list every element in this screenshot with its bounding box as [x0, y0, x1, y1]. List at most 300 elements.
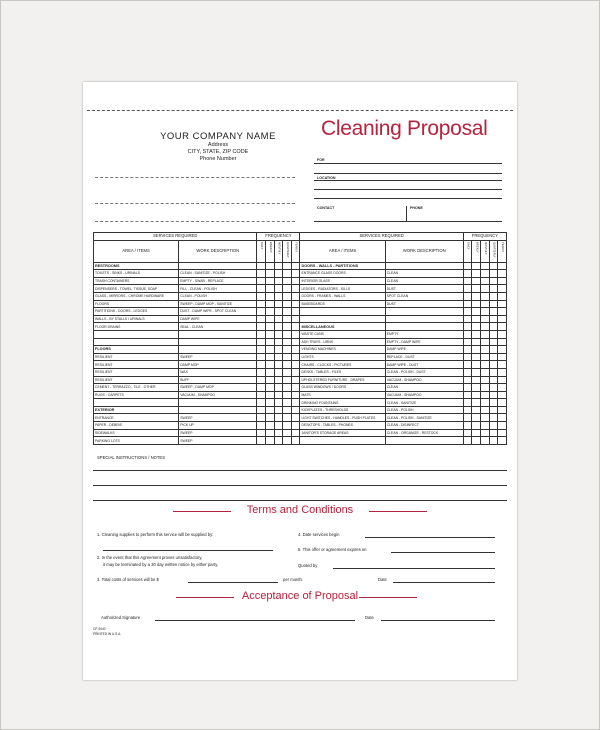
frequency-check-cell[interactable]: [463, 270, 472, 278]
frequency-check-cell[interactable]: [481, 368, 490, 376]
area-item-cell: EXTERIOR: [94, 406, 179, 414]
frequency-check-cell[interactable]: [274, 292, 283, 300]
frequency-check-cell[interactable]: [498, 353, 507, 361]
services-table: [93, 232, 507, 445]
frequency-check-cell[interactable]: [498, 376, 507, 384]
frequency-check-cell[interactable]: [481, 292, 490, 300]
acceptance-date-line[interactable]: [381, 620, 495, 621]
frequency-check-cell[interactable]: [274, 399, 283, 407]
frequency-check-cell[interactable]: [489, 399, 498, 407]
frequency-check-cell[interactable]: [489, 391, 498, 399]
signature-label: Authorized Signature: [101, 615, 141, 620]
area-item-cell: RESILIENT: [94, 368, 179, 376]
work-description-cell: CLEAN: [385, 384, 463, 392]
frequency-check-cell[interactable]: [265, 429, 274, 437]
frequency-check-cell[interactable]: [274, 384, 283, 392]
frequency-check-cell[interactable]: [291, 270, 300, 278]
location-line[interactable]: [314, 180, 502, 181]
frequency-check-cell[interactable]: [283, 270, 292, 278]
work-description-cell: SWEEP: [179, 437, 257, 445]
frequency-check-cell[interactable]: [283, 285, 292, 293]
frequency-check-cell[interactable]: [463, 330, 472, 338]
frequency-check-cell[interactable]: [463, 361, 472, 369]
frequency-check-cell[interactable]: [283, 391, 292, 399]
frequency-check-cell[interactable]: [283, 437, 292, 445]
company-block: [83, 131, 353, 163]
frequency-check-cell[interactable]: [291, 376, 300, 384]
frequency-check-cell[interactable]: [274, 346, 283, 354]
frequency-check-cell[interactable]: [265, 270, 274, 278]
area-item-cell: ASH TRAYS - URNS: [300, 338, 385, 346]
frequency-check-cell[interactable]: [274, 368, 283, 376]
area-item-cell: DESKTOPS - TABLES - PHONES: [300, 422, 385, 430]
frequency-check-cell[interactable]: [489, 422, 498, 430]
area-item-cell: GLASS - MIRRORS - CHROME HARDWARE: [94, 292, 179, 300]
frequency-check-cell[interactable]: [257, 391, 266, 399]
frequency-check-cell[interactable]: [489, 414, 498, 422]
frequency-check-cell[interactable]: [481, 376, 490, 384]
frequency-check-cell[interactable]: [472, 292, 481, 300]
frequency-check-cell[interactable]: [498, 323, 507, 331]
work-description-cell: SWEEP: [179, 429, 257, 437]
frequency-check-cell[interactable]: [472, 414, 481, 422]
terms-date-label: Date: [378, 577, 387, 582]
frequency-check-cell[interactable]: [498, 429, 507, 437]
frequency-check-cell[interactable]: [257, 414, 266, 422]
location-line-3[interactable]: [314, 198, 502, 199]
frequency-check-cell[interactable]: [265, 330, 274, 338]
frequency-check-cell[interactable]: [274, 391, 283, 399]
notes-line-3[interactable]: [93, 500, 507, 501]
work-description-cell: CLEAN: [385, 277, 463, 285]
frequency-check-cell[interactable]: [489, 406, 498, 414]
table-row: [94, 330, 507, 338]
area-item-cell: [94, 338, 179, 346]
frequency-check-cell[interactable]: [291, 315, 300, 323]
frequency-check-cell[interactable]: [481, 391, 490, 399]
frequency-check-cell[interactable]: [463, 323, 472, 331]
frequency-check-cell[interactable]: [463, 414, 472, 422]
frequency-check-cell[interactable]: [257, 308, 266, 316]
frequency-check-cell[interactable]: [257, 422, 266, 430]
frequency-check-cell[interactable]: [265, 338, 274, 346]
frequency-check-cell[interactable]: [265, 361, 274, 369]
frequency-check-cell[interactable]: [463, 437, 472, 445]
frequency-check-cell[interactable]: [498, 437, 507, 445]
frequency-check-cell[interactable]: [463, 429, 472, 437]
for-line[interactable]: [314, 163, 502, 164]
freq-quarterly-header: QUARTERLY: [489, 240, 498, 262]
area-item-cell: FLOOR DRAINS: [94, 323, 179, 331]
frequency-check-cell[interactable]: [291, 384, 300, 392]
frequency-check-cell[interactable]: [274, 437, 283, 445]
contact-line[interactable]: [314, 221, 502, 222]
frequency-check-cell[interactable]: [481, 429, 490, 437]
frequency-check-cell[interactable]: [481, 414, 490, 422]
frequency-check-cell[interactable]: [291, 277, 300, 285]
frequency-check-cell[interactable]: [283, 429, 292, 437]
frequency-check-cell[interactable]: [472, 330, 481, 338]
work-description-cell: SWEEP - DAMP MOP: [179, 384, 257, 392]
frequency-check-cell[interactable]: [257, 270, 266, 278]
frequency-check-cell[interactable]: [472, 270, 481, 278]
frequency-check-cell[interactable]: [498, 361, 507, 369]
frequency-check-cell[interactable]: [498, 422, 507, 430]
frequency-check-cell[interactable]: [265, 262, 274, 270]
work-description-cell: BUFF: [179, 376, 257, 384]
frequency-check-cell[interactable]: [291, 292, 300, 300]
frequency-check-cell[interactable]: [265, 300, 274, 308]
frequency-check-cell[interactable]: [472, 262, 481, 270]
frequency-check-cell[interactable]: [481, 346, 490, 354]
frequency-check-cell[interactable]: [265, 353, 274, 361]
frequency-check-cell[interactable]: [283, 292, 292, 300]
frequency-check-cell[interactable]: [257, 285, 266, 293]
frequency-check-cell[interactable]: [489, 315, 498, 323]
frequency-check-cell[interactable]: [472, 406, 481, 414]
frequency-check-cell[interactable]: [472, 399, 481, 407]
frequency-check-cell[interactable]: [463, 300, 472, 308]
frequency-check-cell[interactable]: [489, 361, 498, 369]
frequency-check-cell[interactable]: [274, 414, 283, 422]
frequency-check-cell[interactable]: [498, 285, 507, 293]
frequency-check-cell[interactable]: [472, 285, 481, 293]
frequency-check-cell[interactable]: [489, 277, 498, 285]
frequency-check-cell[interactable]: [265, 422, 274, 430]
frequency-check-cell[interactable]: [283, 414, 292, 422]
frequency-check-cell[interactable]: [291, 437, 300, 445]
frequency-check-cell[interactable]: [283, 384, 292, 392]
frequency-check-cell[interactable]: [498, 308, 507, 316]
frequency-check-cell[interactable]: [489, 368, 498, 376]
frequency-check-cell[interactable]: [463, 346, 472, 354]
frequency-check-cell[interactable]: [498, 414, 507, 422]
frequency-check-cell[interactable]: [291, 391, 300, 399]
frequency-check-cell[interactable]: [274, 422, 283, 430]
frequency-check-cell[interactable]: [257, 315, 266, 323]
frequency-check-cell[interactable]: [481, 285, 490, 293]
terms-date-line[interactable]: [393, 582, 495, 583]
frequency-check-cell[interactable]: [257, 300, 266, 308]
table-row: [94, 277, 507, 285]
frequency-check-cell[interactable]: [291, 285, 300, 293]
frequency-check-cell[interactable]: [274, 285, 283, 293]
frequency-check-cell[interactable]: [498, 346, 507, 354]
frequency-check-cell[interactable]: [283, 361, 292, 369]
frequency-check-cell[interactable]: [463, 277, 472, 285]
supplies-line[interactable]: [103, 550, 273, 551]
frequency-check-cell[interactable]: [274, 315, 283, 323]
frequency-check-cell[interactable]: [472, 277, 481, 285]
frequency-check-cell[interactable]: [463, 292, 472, 300]
frequency-check-cell[interactable]: [291, 429, 300, 437]
frequency-check-cell[interactable]: [463, 315, 472, 323]
frequency-check-cell[interactable]: [283, 338, 292, 346]
frequency-check-cell[interactable]: [472, 300, 481, 308]
frequency-check-cell[interactable]: [489, 429, 498, 437]
frequency-check-cell[interactable]: [472, 323, 481, 331]
total-cost-line[interactable]: [188, 582, 278, 583]
frequency-check-cell[interactable]: [291, 346, 300, 354]
frequency-check-cell[interactable]: [472, 429, 481, 437]
frequency-check-cell[interactable]: [481, 353, 490, 361]
frequency-check-cell[interactable]: [472, 391, 481, 399]
frequency-check-cell[interactable]: [472, 422, 481, 430]
frequency-check-cell[interactable]: [257, 353, 266, 361]
frequency-check-cell[interactable]: [265, 399, 274, 407]
frequency-check-cell[interactable]: [283, 308, 292, 316]
frequency-check-cell[interactable]: [274, 330, 283, 338]
frequency-check-cell[interactable]: [291, 368, 300, 376]
frequency-check-cell[interactable]: [283, 399, 292, 407]
frequency-check-cell[interactable]: [283, 330, 292, 338]
frequency-check-cell[interactable]: [283, 262, 292, 270]
frequency-check-cell[interactable]: [291, 338, 300, 346]
location-line-2[interactable]: [314, 189, 502, 190]
notes-line-2[interactable]: [93, 485, 507, 486]
contact-divider: [406, 206, 407, 221]
frequency-check-cell[interactable]: [498, 300, 507, 308]
frequency-check-cell[interactable]: [274, 270, 283, 278]
frequency-check-cell[interactable]: [472, 384, 481, 392]
frequency-check-cell[interactable]: [472, 346, 481, 354]
frequency-check-cell[interactable]: [481, 399, 490, 407]
frequency-check-cell[interactable]: [291, 399, 300, 407]
frequency-check-cell[interactable]: [463, 338, 472, 346]
frequency-check-cell[interactable]: [274, 323, 283, 331]
frequency-check-cell[interactable]: [498, 384, 507, 392]
frequency-check-cell[interactable]: [291, 323, 300, 331]
frequency-check-cell[interactable]: [283, 422, 292, 430]
frequency-check-cell[interactable]: [265, 285, 274, 293]
frequency-check-cell[interactable]: [481, 422, 490, 430]
frequency-check-cell[interactable]: [481, 384, 490, 392]
frequency-check-cell[interactable]: [463, 308, 472, 316]
quoted-by-line[interactable]: [333, 568, 495, 569]
frequency-check-cell[interactable]: [283, 277, 292, 285]
frequency-check-cell[interactable]: [489, 292, 498, 300]
expires-line[interactable]: [391, 552, 495, 553]
frequency-check-cell[interactable]: [463, 384, 472, 392]
work-description-cell: WAX: [179, 368, 257, 376]
frequency-check-cell[interactable]: [257, 376, 266, 384]
frequency-check-cell[interactable]: [481, 323, 490, 331]
frequency-check-cell[interactable]: [498, 262, 507, 270]
frequency-check-cell[interactable]: [257, 368, 266, 376]
table-row: [94, 308, 507, 316]
frequency-check-cell[interactable]: [481, 361, 490, 369]
frequency-check-cell[interactable]: [283, 300, 292, 308]
frequency-check-cell[interactable]: [283, 323, 292, 331]
frequency-check-cell[interactable]: [498, 338, 507, 346]
frequency-check-cell[interactable]: [472, 376, 481, 384]
frequency-check-cell[interactable]: [481, 277, 490, 285]
frequency-check-cell[interactable]: [472, 368, 481, 376]
frequency-check-cell[interactable]: [489, 338, 498, 346]
work-description-cell: CLEAN - DISINFECT: [385, 422, 463, 430]
frequency-check-cell[interactable]: [481, 330, 490, 338]
frequency-check-cell[interactable]: [498, 315, 507, 323]
frequency-check-cell[interactable]: [265, 437, 274, 445]
frequency-check-cell[interactable]: [265, 376, 274, 384]
frequency-check-cell[interactable]: [291, 422, 300, 430]
terms-title: Terms and Conditions: [246, 504, 354, 516]
frequency-check-cell[interactable]: [257, 346, 266, 354]
frequency-check-cell[interactable]: [283, 406, 292, 414]
frequency-check-cell[interactable]: [265, 406, 274, 414]
frequency-check-cell[interactable]: [265, 323, 274, 331]
frequency-check-cell[interactable]: [274, 338, 283, 346]
frequency-check-cell[interactable]: [291, 300, 300, 308]
frequency-check-cell[interactable]: [274, 308, 283, 316]
frequency-check-cell[interactable]: [283, 346, 292, 354]
area-item-cell: LIGHT SWITCHES - HANDLES - PUSH PLATES: [300, 414, 385, 422]
area-item-cell: TOILETS - SINKS - URINALS: [94, 270, 179, 278]
frequency-check-cell[interactable]: [472, 353, 481, 361]
frequency-check-cell[interactable]: [274, 262, 283, 270]
frequency-check-cell[interactable]: [489, 376, 498, 384]
frequency-check-cell[interactable]: [257, 384, 266, 392]
frequency-check-cell[interactable]: [481, 437, 490, 445]
frequency-check-cell[interactable]: [489, 285, 498, 293]
frequency-check-cell[interactable]: [463, 368, 472, 376]
frequency-check-cell[interactable]: [257, 437, 266, 445]
frequency-check-cell[interactable]: [257, 338, 266, 346]
frequency-check-cell[interactable]: [257, 323, 266, 331]
frequency-check-cell[interactable]: [498, 292, 507, 300]
work-description-cell: CLEAN - POLISH: [385, 406, 463, 414]
terms-section: [83, 504, 517, 516]
frequency-check-cell[interactable]: [481, 300, 490, 308]
frequency-check-cell[interactable]: [498, 277, 507, 285]
area-items-header: AREA / ITEMS: [300, 240, 385, 262]
frequency-check-cell[interactable]: [463, 406, 472, 414]
frequency-check-cell[interactable]: [257, 262, 266, 270]
freq-daily-header: DAILY: [257, 240, 266, 262]
frequency-check-cell[interactable]: [274, 376, 283, 384]
work-description-cell: [385, 315, 463, 323]
signature-line[interactable]: [155, 620, 355, 621]
table-row: [94, 338, 507, 346]
frequency-check-cell[interactable]: [498, 399, 507, 407]
frequency-check-cell[interactable]: [481, 270, 490, 278]
frequency-check-cell[interactable]: [463, 376, 472, 384]
frequency-check-cell[interactable]: [463, 391, 472, 399]
frequency-check-cell[interactable]: [489, 353, 498, 361]
frequency-check-cell[interactable]: [283, 376, 292, 384]
work-description-cell: CLEAN - SANITIZE - POLISH: [179, 270, 257, 278]
frequency-check-cell[interactable]: [274, 277, 283, 285]
frequency-check-cell[interactable]: [489, 330, 498, 338]
frequency-check-cell[interactable]: [463, 399, 472, 407]
table-row: [94, 399, 507, 407]
frequency-check-cell[interactable]: [257, 399, 266, 407]
frequency-check-cell[interactable]: [472, 437, 481, 445]
frequency-check-cell[interactable]: [472, 315, 481, 323]
frequency-check-cell[interactable]: [489, 300, 498, 308]
frequency-check-cell[interactable]: [489, 323, 498, 331]
table-row: [94, 285, 507, 293]
frequency-check-cell[interactable]: [481, 338, 490, 346]
notes-line-1[interactable]: [93, 470, 507, 471]
frequency-check-cell[interactable]: [463, 422, 472, 430]
frequency-check-cell[interactable]: [265, 368, 274, 376]
frequency-check-cell[interactable]: [257, 330, 266, 338]
frequency-check-cell[interactable]: [472, 308, 481, 316]
frequency-check-cell[interactable]: [265, 308, 274, 316]
frequency-check-cell[interactable]: [274, 406, 283, 414]
frequency-check-cell[interactable]: [257, 292, 266, 300]
frequency-check-cell[interactable]: [291, 361, 300, 369]
frequency-check-cell[interactable]: [481, 406, 490, 414]
frequency-check-cell[interactable]: [291, 330, 300, 338]
frequency-check-cell[interactable]: [265, 277, 274, 285]
area-item-cell: ENTRANCE: [94, 414, 179, 422]
terms-rule-right: [369, 511, 427, 512]
frequency-check-cell[interactable]: [498, 406, 507, 414]
frequency-check-cell[interactable]: [274, 353, 283, 361]
frequency-check-cell[interactable]: [274, 361, 283, 369]
frequency-check-cell[interactable]: [283, 368, 292, 376]
frequency-check-cell[interactable]: [481, 308, 490, 316]
frequency-check-cell[interactable]: [489, 270, 498, 278]
dashed-guide-1: [95, 177, 295, 178]
frequency-check-cell[interactable]: [463, 353, 472, 361]
work-description-cell: DAMP MOP: [179, 361, 257, 369]
frequency-check-cell[interactable]: [265, 414, 274, 422]
frequency-check-cell[interactable]: [463, 262, 472, 270]
frequency-check-cell[interactable]: [498, 330, 507, 338]
frequency-check-cell[interactable]: [472, 361, 481, 369]
frequency-check-cell[interactable]: [257, 429, 266, 437]
for-line-2[interactable]: [314, 173, 502, 174]
frequency-check-cell[interactable]: [489, 346, 498, 354]
frequency-check-cell[interactable]: [283, 353, 292, 361]
frequency-check-cell[interactable]: [257, 406, 266, 414]
acceptance-date-label: Date: [365, 615, 374, 620]
frequency-check-cell[interactable]: [489, 262, 498, 270]
frequency-check-cell[interactable]: [274, 429, 283, 437]
frequency-check-cell[interactable]: [265, 346, 274, 354]
frequency-check-cell[interactable]: [291, 353, 300, 361]
frequency-check-cell[interactable]: [489, 308, 498, 316]
frequency-check-cell[interactable]: [257, 361, 266, 369]
frequency-check-cell[interactable]: [498, 270, 507, 278]
frequency-check-cell[interactable]: [291, 414, 300, 422]
frequency-check-cell[interactable]: [283, 315, 292, 323]
frequency-check-cell[interactable]: [257, 277, 266, 285]
frequency-check-cell[interactable]: [291, 308, 300, 316]
frequency-check-cell[interactable]: [291, 262, 300, 270]
frequency-check-cell[interactable]: [489, 384, 498, 392]
frequency-check-cell[interactable]: [498, 368, 507, 376]
frequency-check-cell[interactable]: [489, 437, 498, 445]
dashed-guide-3: [95, 221, 295, 222]
date-begin-line[interactable]: [365, 537, 495, 538]
frequency-check-cell[interactable]: [265, 384, 274, 392]
frequency-check-cell[interactable]: [498, 391, 507, 399]
frequency-check-cell[interactable]: [265, 315, 274, 323]
freq-weekly-header: WEEKLY: [265, 240, 274, 262]
frequency-check-cell[interactable]: [481, 262, 490, 270]
frequency-check-cell[interactable]: [481, 315, 490, 323]
frequency-check-cell[interactable]: [291, 406, 300, 414]
frequency-check-cell[interactable]: [472, 338, 481, 346]
frequency-check-cell[interactable]: [463, 285, 472, 293]
frequency-check-cell[interactable]: [274, 300, 283, 308]
frequency-check-cell[interactable]: [265, 292, 274, 300]
frequency-check-cell[interactable]: [265, 391, 274, 399]
